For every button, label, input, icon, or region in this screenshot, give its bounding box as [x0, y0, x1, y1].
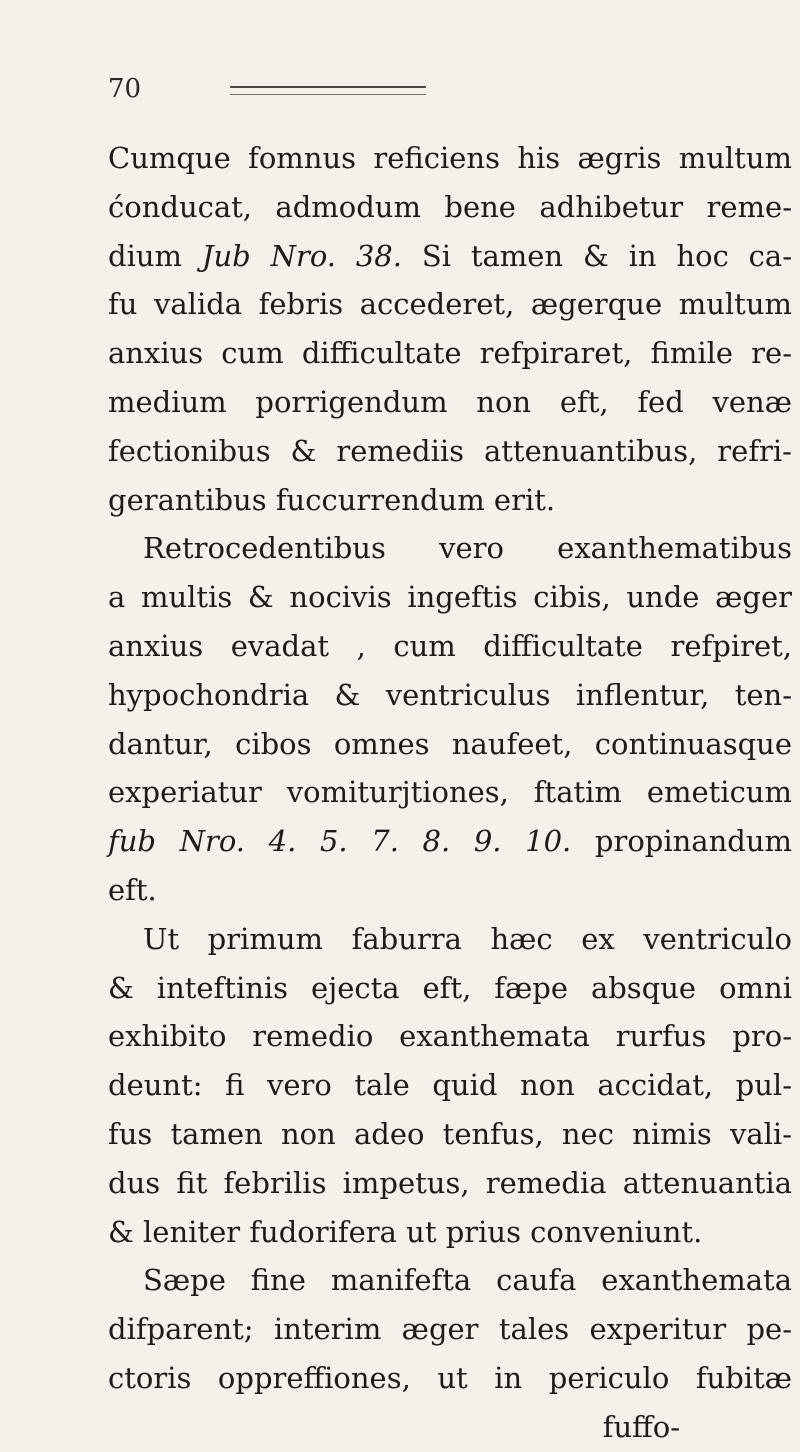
catchword: fuffo-	[602, 1409, 680, 1444]
text-line: fus tamen non adeo tenfus, nec nimis vali-	[108, 1116, 792, 1151]
text-line	[108, 232, 792, 281]
text-segment: propinandum	[571, 824, 793, 859]
text-segment: dium	[108, 238, 202, 273]
text-segment: Si tamen & in hoc ca-	[401, 238, 792, 273]
text-line: Retrocedentibus vero exanthematibus	[143, 531, 792, 566]
page-number: 70	[108, 74, 142, 104]
text-line: exhibito remedio exanthemata rurfus pro-	[108, 1019, 792, 1054]
text-line: fu valida febris accederet, ægerque multum	[108, 287, 792, 322]
text-line: Cumque fomnus reficiens his ægris multum	[108, 141, 792, 175]
text-line: anxius evadat , cum difficultate refpiret,	[108, 628, 792, 663]
text-line: & leniter fudorifera ut prius conveniunt.	[108, 1214, 703, 1249]
text-line: hypochondria & ventriculus inflentur, ten-	[108, 677, 792, 712]
text-line: Sæpe fine manifefta caufa exanthemata	[143, 1263, 792, 1298]
italic-reference: fub Nro. 4. 5. 7. 8. 9. 10.	[108, 824, 572, 859]
text-line: difparent; interim æger tales experitur pe-	[108, 1312, 792, 1347]
text-line: Ut primum faburra hæc ex ventriculo	[143, 921, 792, 956]
text-line: gerantibus fuccurrendum erit.	[108, 482, 556, 517]
text-line: experiatur vomiturjtiones, ftatim emeticum	[108, 775, 792, 810]
text-line: ćonducat, admodum bene adhibetur reme-	[108, 189, 792, 224]
text-line: medium porrigendum non eft, fed venæ	[108, 384, 792, 419]
body-text	[108, 134, 792, 1452]
text-line: ctoris oppreffiones, ut in periculo fubitæ	[108, 1360, 792, 1395]
text-line: dus fit febrilis impetus, remedia attenuantia	[108, 1165, 792, 1200]
text-line: dantur, cibos omnes naufeet, continuasque	[108, 726, 792, 761]
text-line: eft.	[108, 872, 157, 907]
page-header	[108, 74, 788, 114]
text-line: fectionibus & remediis attenuantibus, refri-	[108, 433, 792, 468]
text-line: & inteftinis ejecta eft, fæpe absque omni	[108, 970, 792, 1005]
header-ornament-rule	[230, 86, 426, 95]
text-line: deunt: fi vero tale quid non accidat, pul-	[108, 1068, 792, 1103]
text-line: anxius cum difficultate refpiraret, fimile re-	[108, 336, 792, 371]
italic-reference: Jub Nro. 38.	[201, 238, 402, 273]
text-line	[108, 817, 792, 866]
text-line: a multis & nocivis ingeftis cibis, unde æger	[108, 580, 792, 615]
